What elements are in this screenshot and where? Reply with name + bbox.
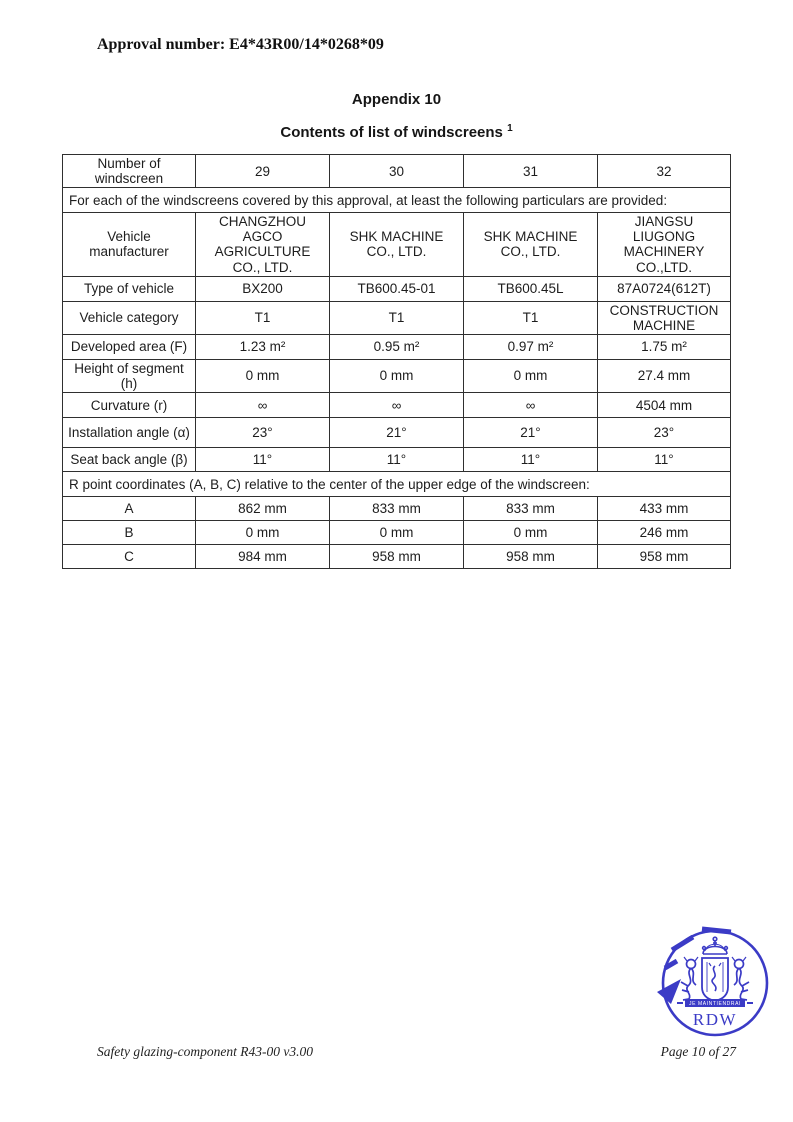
approval-label: Approval number: [97,36,226,53]
value-cell: ∞ [464,393,598,418]
value-cell: 1.23 m² [196,334,330,359]
table-row [63,276,731,301]
value-cell: 23° [196,418,330,448]
value-cell: 11° [330,448,464,472]
value-cell: 833 mm [330,497,464,521]
table-row [63,448,731,472]
value-cell: 246 mm [598,521,731,545]
table-row [63,418,731,448]
value-cell: 958 mm [330,545,464,569]
value-cell: ∞ [330,393,464,418]
table-row [63,334,731,359]
value-cell: 0.97 m² [464,334,598,359]
r-point-heading-cell: R point coordinates (A, B, C) relative to the center of the upper edge of the windscreen: [63,472,731,497]
value-cell: JIANGSU LIUGONG MACHINERY CO.,LTD. [598,213,731,276]
row-label-cell: Height of segment (h) [63,359,196,392]
value-cell: 984 mm [196,545,330,569]
table-row [63,213,731,276]
table-header-row [63,155,731,188]
approval-number-line [97,36,384,54]
coord-row [63,545,731,569]
value-cell: 958 mm [464,545,598,569]
value-cell: 1.75 m² [598,334,731,359]
document-subtitle [0,123,793,141]
row-label-cell: Installation angle (α) [63,418,196,448]
coord-row [63,497,731,521]
row-label-cell: Type of vehicle [63,276,196,301]
value-cell: ∞ [196,393,330,418]
row-label-cell: Curvature (r) [63,393,196,418]
rdw-text: RDW [692,1010,738,1029]
footer-document-id: Safety glazing-component R43-00 v3.00 [97,1044,313,1059]
speed-wedge-icon [657,979,681,1004]
approval-number: E4*43R00/14*0268*09 [229,36,384,53]
value-cell: 27.4 mm [598,359,731,392]
value-cell: 0.95 m² [330,334,464,359]
value-cell: 0 mm [464,521,598,545]
appendix-title: Appendix 10 [351,91,442,108]
value-cell: TB600.45L [464,276,598,301]
value-cell: 433 mm [598,497,731,521]
row-label-cell: Developed area (F) [63,334,196,359]
value-cell: 11° [598,448,731,472]
value-cell: 11° [196,448,330,472]
coord-label-cell: A [63,497,196,521]
windscreen-number-cell: 32 [598,155,731,188]
value-cell: TB600.45-01 [330,276,464,301]
value-cell: 0 mm [464,359,598,392]
table-row [63,301,731,334]
windscreen-number-cell: 29 [196,155,330,188]
lion-left-icon [681,957,698,1000]
r-point-heading-row [63,472,731,497]
shield-icon [702,958,728,1001]
value-cell: CHANGZHOU AGCO AGRICULTURE CO., LTD. [196,213,330,276]
value-cell: 862 mm [196,497,330,521]
value-cell: CONSTRUCTION MACHINE [598,301,731,334]
value-cell: T1 [330,301,464,334]
value-cell: 0 mm [196,359,330,392]
windscreen-number-cell: 30 [330,155,464,188]
value-cell: T1 [464,301,598,334]
value-cell: 0 mm [196,521,330,545]
subtitle-footnote-marker: 1 [507,123,513,134]
value-cell: 11° [464,448,598,472]
subtitle-text: Contents of list of windscreens [280,124,503,141]
row-label-cell: Vehicle manufacturer [63,213,196,276]
intro-row [63,188,731,213]
coord-label-cell: B [63,521,196,545]
value-cell: 833 mm [464,497,598,521]
coord-row [63,521,731,545]
motto-text: JE MAINTIENDRAI [688,1001,742,1007]
value-cell: 23° [598,418,731,448]
windscreen-table [62,154,731,569]
lion-right-icon [732,957,749,1000]
value-cell: 4504 mm [598,393,731,418]
value-cell: BX200 [196,276,330,301]
value-cell: 87A0724(612T) [598,276,731,301]
footer-page-number: Page 10 of 27 [660,1044,736,1059]
header-label-cell: Number of windscreen [63,155,196,188]
value-cell: SHK MACHINE CO., LTD. [464,213,598,276]
value-cell: 21° [464,418,598,448]
crown-icon [703,937,728,954]
table-row [63,393,731,418]
value-cell: 0 mm [330,521,464,545]
intro-text-cell: For each of the windscreens covered by this approval, at least the following particulars are provided: [63,188,731,213]
coord-label-cell: C [63,545,196,569]
windscreen-number-cell: 31 [464,155,598,188]
row-label-cell: Seat back angle (β) [63,448,196,472]
table-row [63,359,731,392]
value-cell: T1 [196,301,330,334]
rdw-stamp-logo [655,922,773,1042]
value-cell: SHK MACHINE CO., LTD. [330,213,464,276]
row-label-cell: Vehicle category [63,301,196,334]
value-cell: 958 mm [598,545,731,569]
value-cell: 21° [330,418,464,448]
value-cell: 0 mm [330,359,464,392]
